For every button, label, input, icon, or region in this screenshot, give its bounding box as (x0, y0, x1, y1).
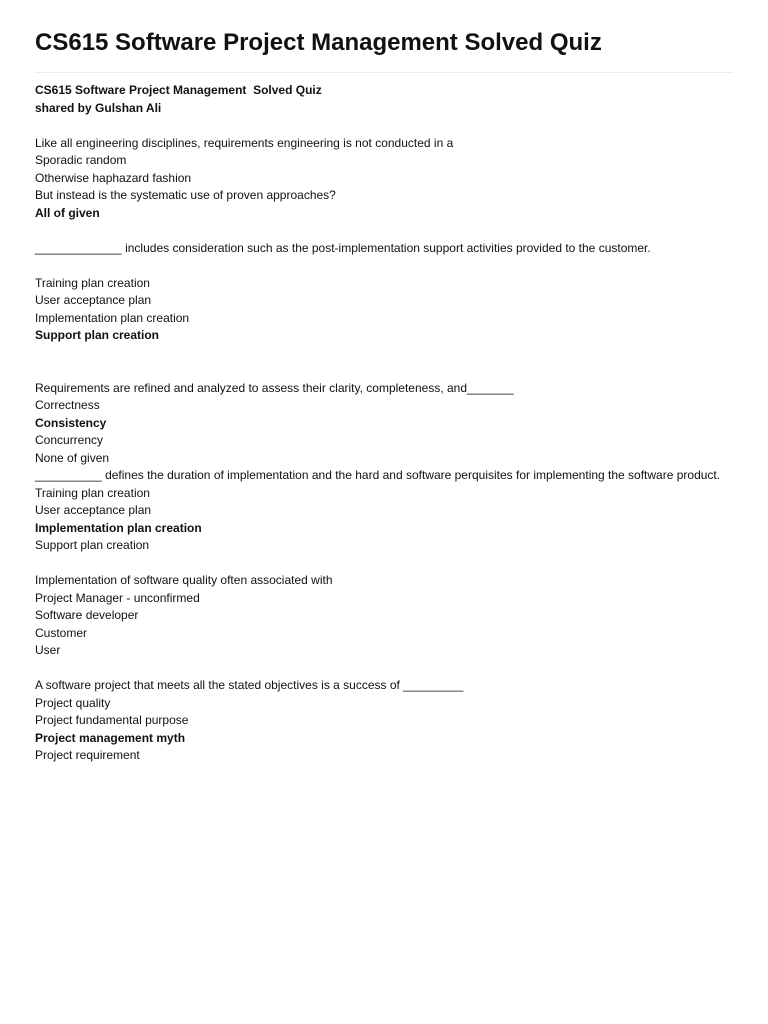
option: None of given (35, 450, 110, 465)
answer-option: Consistency (35, 415, 107, 430)
question-text: Implementation of software quality often associated with (35, 573, 333, 587)
spacer (35, 345, 733, 380)
question-text: Like all engineering disciplines, requirements engineering is not conducted in a (35, 135, 454, 150)
option: User (35, 643, 61, 657)
option: User acceptance plan (35, 503, 152, 517)
question-block-6 (35, 677, 733, 765)
question-text: _____________ includes consideration such as the post-implementation support activities provided to the customer. (35, 240, 651, 255)
question-block-5 (35, 572, 733, 660)
question-block-4 (35, 467, 733, 555)
option: User acceptance plan (35, 293, 152, 307)
question-text: A software project that meets all the stated objectives is a success of _________ (35, 678, 464, 692)
title-divider (35, 72, 733, 73)
spacer (35, 117, 733, 135)
question-text: Requirements are refined and analyzed to assess their clarity, completeness, and_______ (35, 380, 514, 395)
spacer (35, 555, 733, 573)
option: Project fundamental purpose (35, 713, 189, 727)
header-line-author: shared by Gulshan Ali (35, 100, 162, 115)
question-text: Otherwise haphazard fashion (35, 170, 192, 185)
option: Training plan creation (35, 275, 150, 290)
answer-option: Implementation plan creation (35, 520, 202, 535)
spacer (35, 257, 733, 275)
option: Customer (35, 625, 88, 640)
answer-option: Project management myth (35, 730, 186, 745)
spacer (35, 222, 733, 240)
document-body (35, 82, 733, 765)
option: Project requirement (35, 748, 140, 762)
spacer (35, 660, 733, 678)
answer-option: All of given (35, 205, 100, 220)
question-text: Sporadic random (35, 153, 127, 167)
question-text: __________ defines the duration of implementation and the hard and software perquisites for implementing the software product. (35, 468, 721, 482)
option: Support plan creation (35, 538, 150, 552)
header-line-title: CS615 Software Project Management Solved Quiz (35, 83, 322, 97)
question-text: But instead is the systematic use of proven approaches? (35, 188, 336, 202)
option: Software developer (35, 608, 139, 622)
option: Project quality (35, 695, 111, 710)
question-block-2 (35, 240, 733, 345)
option: Correctness (35, 398, 100, 412)
option: Implementation plan creation (35, 310, 190, 325)
option: Concurrency (35, 433, 104, 447)
answer-option: Support plan creation (35, 328, 160, 342)
page-title: CS615 Software Project Management Solved Quiz (35, 29, 602, 56)
option: Project Manager - unconfirmed (35, 590, 200, 605)
question-block-1 (35, 135, 733, 223)
question-block-3 (35, 380, 733, 468)
option: Training plan creation (35, 485, 150, 500)
